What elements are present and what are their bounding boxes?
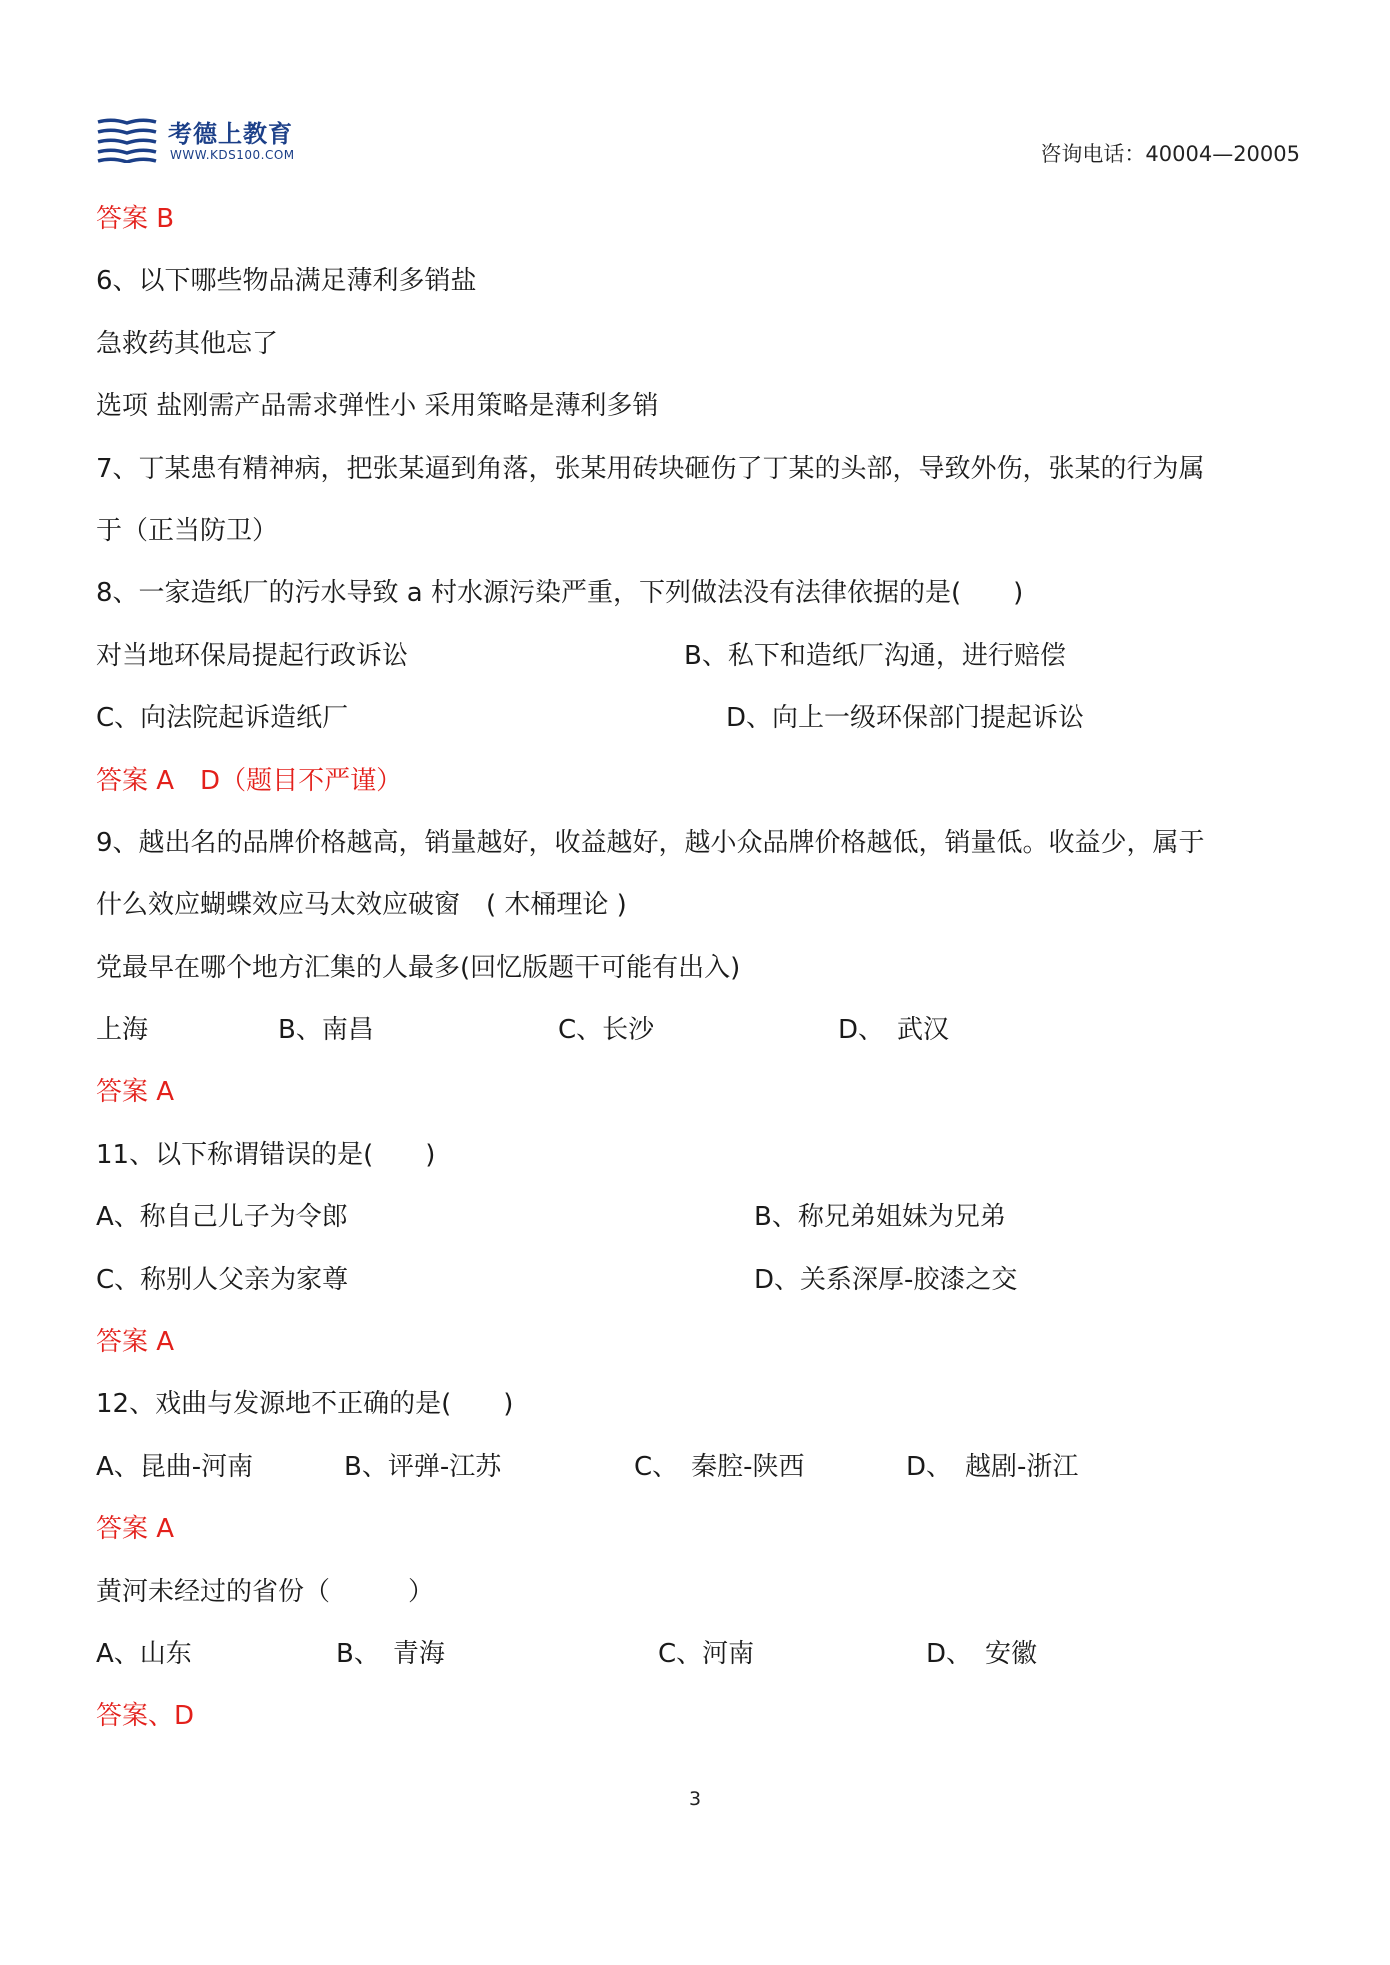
brand-logo	[96, 112, 326, 172]
question-11: 11、以下称谓错误的是( )	[96, 1139, 436, 1170]
brand-url: WWW.KDS100.COM	[170, 148, 295, 162]
option: A、山东	[96, 1638, 192, 1669]
answer-line: 答案 A	[96, 1077, 175, 1108]
option: D、 安徽	[926, 1638, 1038, 1669]
page-number: 3	[688, 1788, 702, 1810]
question-7: 7、丁某患有精神病，把张某逼到角落，张某用砖块砸伤了丁某的头部，导致外伤，张某的行为属	[96, 453, 1205, 484]
option: D、 武汉	[838, 1015, 950, 1046]
option: B、南昌	[278, 1015, 374, 1046]
question-9: 9、越出名的品牌价格越高，销量越好，收益越好，越小众品牌价格越低，销量低。收益少，属于	[96, 827, 1205, 858]
option: C、向法院起诉造纸厂	[96, 703, 349, 734]
document-body	[96, 188, 1302, 1748]
question-8: 8、一家造纸厂的污水导致 a 村水源污染严重，下列做法没有法律依据的是( )	[96, 578, 1024, 609]
option: A、称自己儿子为令郎	[96, 1202, 348, 1233]
text-line: 急救药其他忘了	[96, 328, 279, 359]
book-icon	[96, 117, 158, 163]
answer-line: 答案 A D（题目不严谨）	[96, 765, 403, 796]
option: D、向上一级环保部门提起诉讼	[726, 703, 1085, 734]
option: 上海	[96, 1015, 149, 1046]
option: A、昆曲-河南	[96, 1451, 254, 1482]
option: C、 秦腔-陕西	[634, 1451, 805, 1482]
brand-name: 考德上教育	[168, 120, 293, 148]
question-line: 黄河未经过的省份（ ）	[96, 1576, 435, 1607]
option: C、称别人父亲为家尊	[96, 1264, 349, 1295]
question-6: 6、以下哪些物品满足薄利多销盐	[96, 266, 477, 297]
option: C、河南	[658, 1638, 755, 1669]
option: B、私下和造纸厂沟通，进行赔偿	[684, 640, 1066, 671]
option-row	[96, 687, 1302, 749]
page-header	[96, 112, 1300, 172]
option-row	[96, 1186, 1302, 1248]
option-row	[96, 1436, 1302, 1498]
text-line: 选项 盐刚需产品需求弹性小 采用策略是薄利多销	[96, 391, 659, 422]
option-row	[96, 1623, 1302, 1685]
option-row	[96, 999, 1302, 1061]
option: B、评弹-江苏	[344, 1451, 502, 1482]
option: B、称兄弟姐妹为兄弟	[754, 1202, 1006, 1233]
text-line: 什么效应蝴蝶效应马太效应破窗 ( 木桶理论 )	[96, 890, 627, 921]
question-line: 党最早在哪个地方汇集的人最多(回忆版题干可能有出入)	[96, 952, 741, 983]
option-row	[96, 1249, 1302, 1311]
option: D、关系深厚-胶漆之交	[754, 1264, 1018, 1295]
answer-line: 答案 A	[96, 1327, 175, 1358]
answer-line: 答案、D	[96, 1701, 195, 1732]
option: C、长沙	[558, 1015, 655, 1046]
text-line: 于（正当防卫）	[96, 515, 279, 546]
option: D、 越剧-浙江	[906, 1451, 1079, 1482]
question-12: 12、戏曲与发源地不正确的是( )	[96, 1389, 514, 1420]
contact-phone: 咨询电话：40004—20005	[1040, 142, 1300, 166]
option: 对当地环保局提起行政诉讼	[96, 640, 409, 671]
option: B、 青海	[336, 1638, 445, 1669]
answer-line: 答案 B	[96, 204, 175, 234]
answer-line: 答案 A	[96, 1514, 175, 1545]
option-row	[96, 625, 1302, 687]
